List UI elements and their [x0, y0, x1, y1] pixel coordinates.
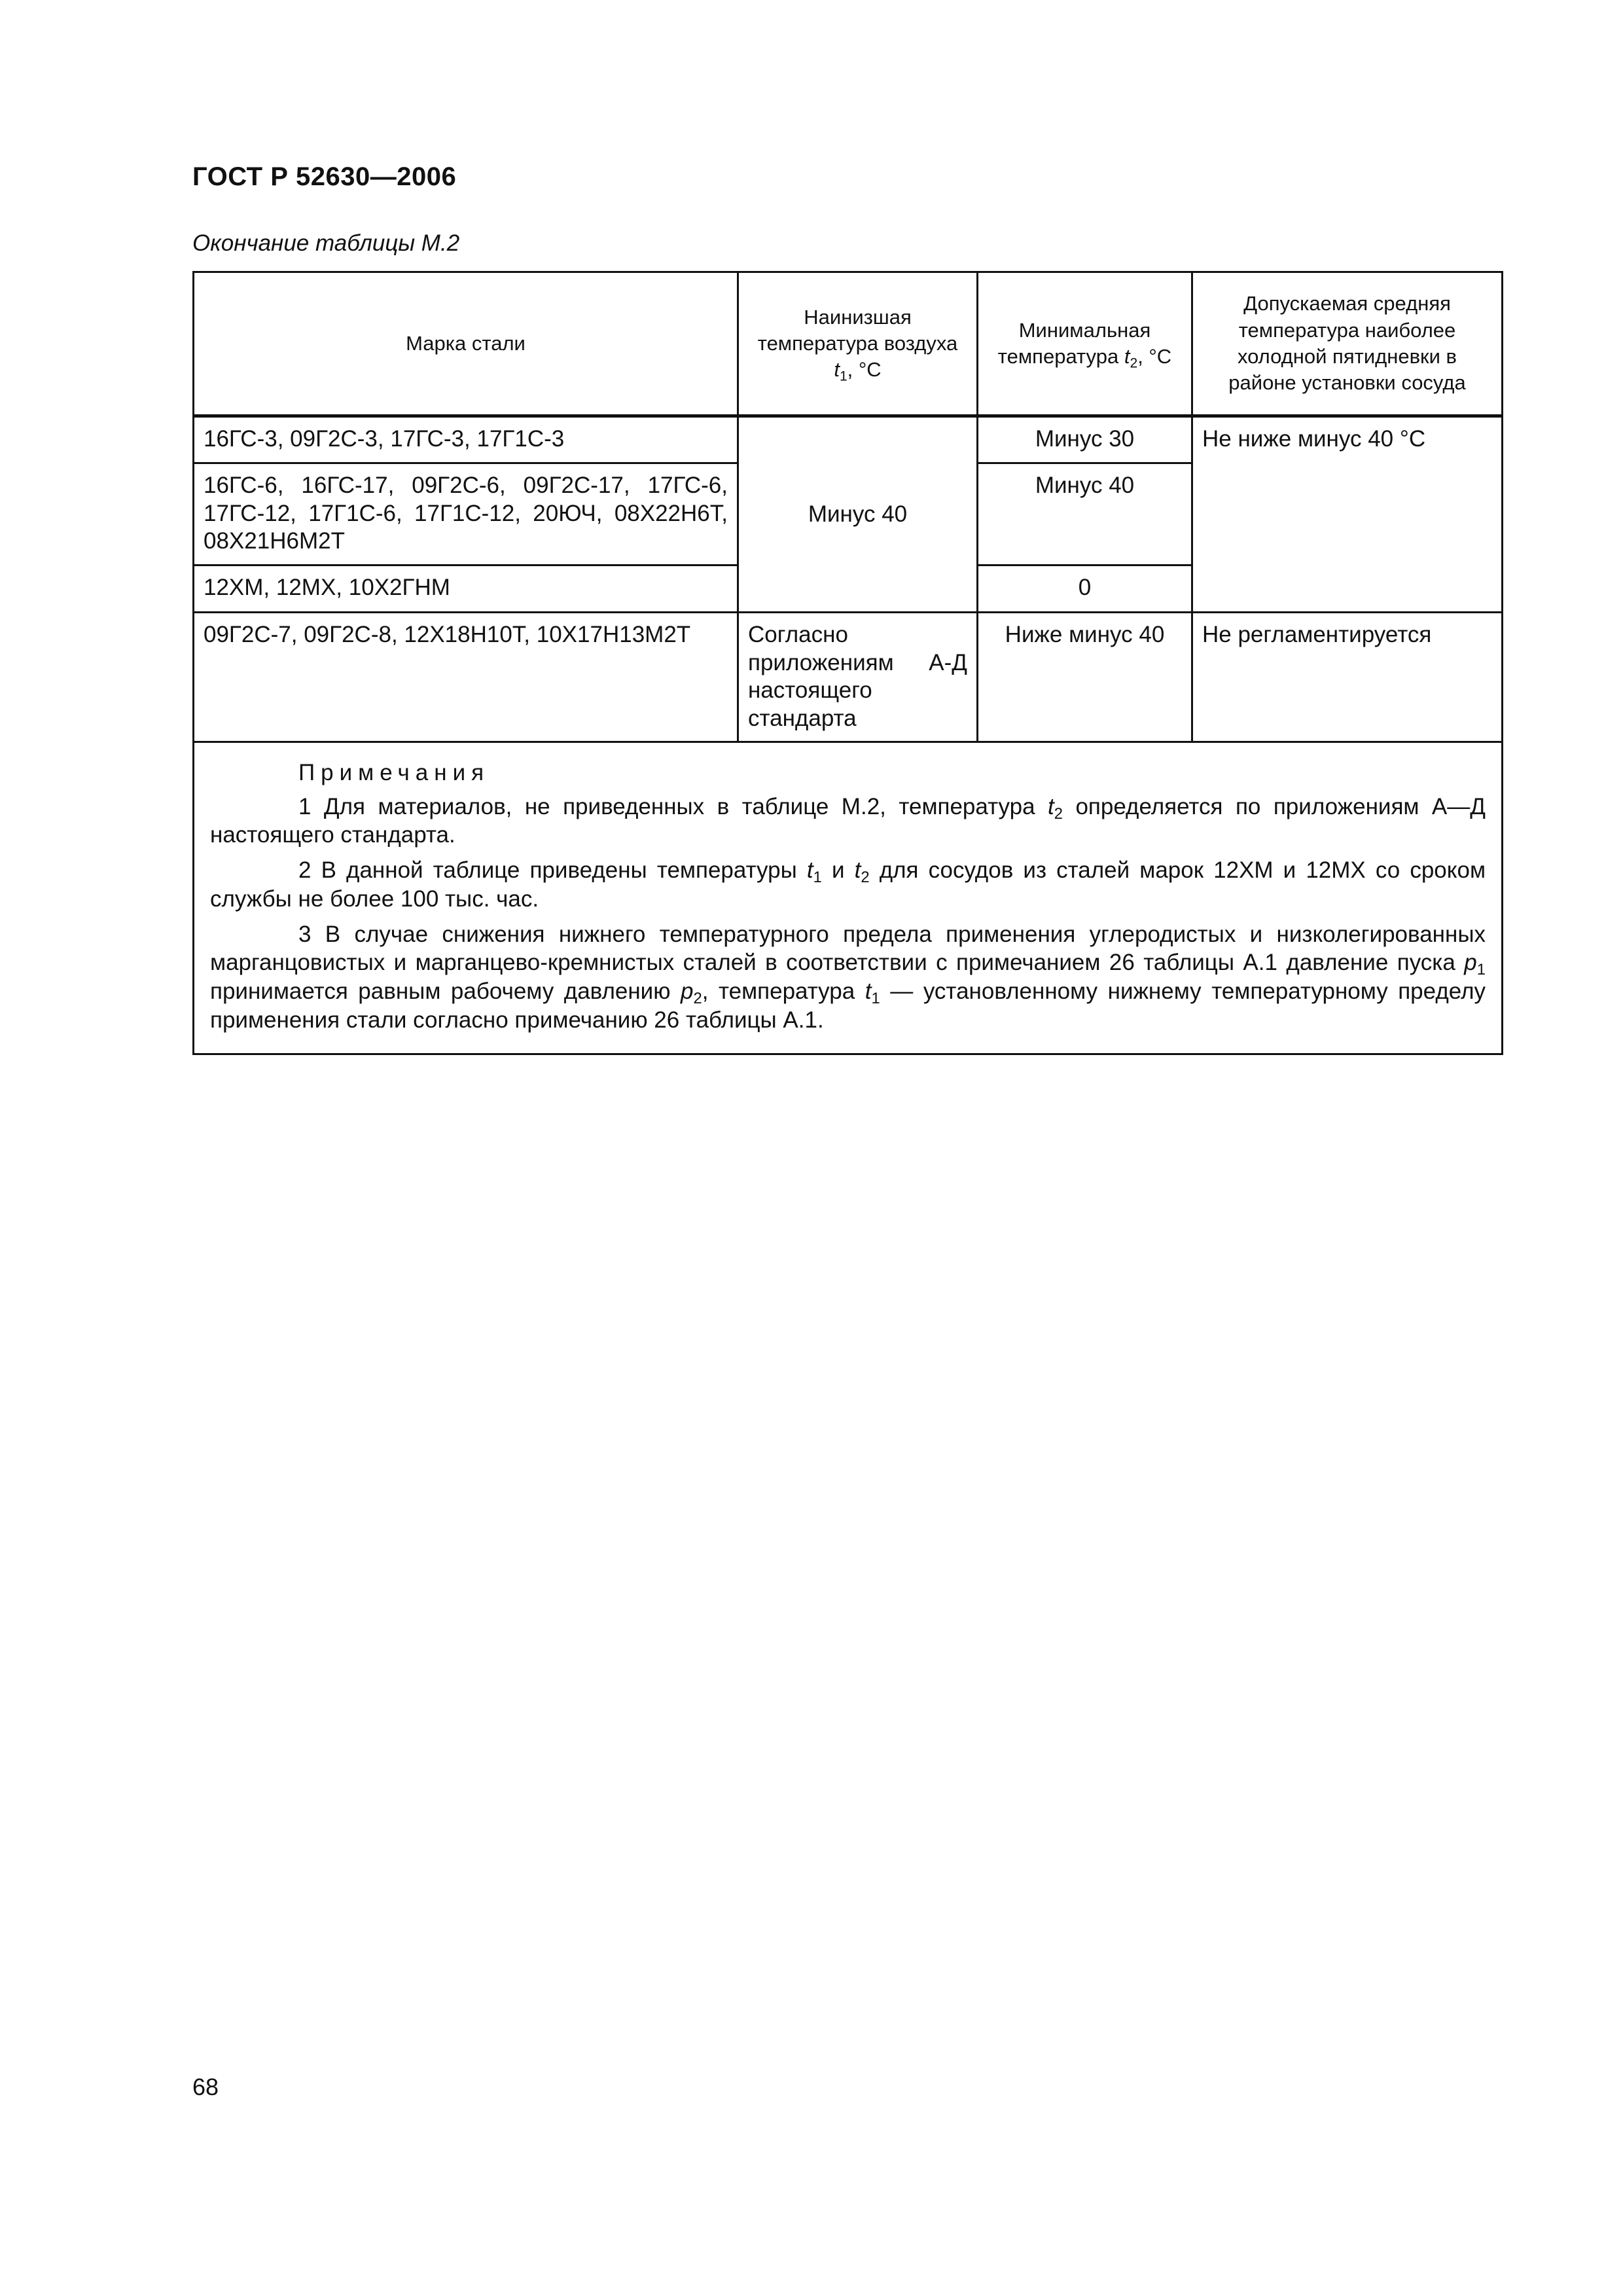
note-2-text-b: для сосудов из сталей марок 12ХМ и 12МХ со сроком службы не более 100 тыс. час.: [210, 857, 1486, 912]
note-3-text-mid-2: , температура: [702, 978, 865, 1004]
cell-min-temperature: Минус 30: [978, 416, 1192, 463]
cell-min-temperature: Минус 40: [978, 463, 1192, 565]
note-2-sub-1: 1: [813, 869, 822, 887]
note-2: [210, 856, 1486, 914]
header-air-temperature-text: Наинизшая температура воздуха: [757, 305, 958, 355]
steel-temperature-table: [192, 271, 1503, 1055]
cell-min-temperature: 0: [978, 565, 1192, 613]
note-3-var-2: p: [681, 978, 694, 1004]
document-code: ГОСТ Р 52630—2006: [192, 162, 457, 191]
note-3-var-3: t: [865, 978, 872, 1004]
cell-average-temperature: Не регламентируется: [1192, 613, 1503, 742]
note-1: [210, 793, 1486, 850]
note-3-text-mid-1: принимается равным рабочему давлению: [210, 978, 681, 1004]
note-3-sub-3: 1: [871, 990, 880, 1008]
header-air-temperature-var: t: [834, 358, 840, 382]
header-min-temperature: [978, 272, 1192, 416]
header-steel-grade: Марка стали: [194, 272, 738, 416]
note-2-text-mid: и: [821, 857, 855, 883]
note-2-text-a: 2 В данной таблице приведены температуры: [298, 857, 807, 883]
header-min-temperature-unit: , °С: [1137, 345, 1172, 368]
note-2-sub-2: 2: [861, 869, 870, 887]
note-1-text-b: определяется по приложениям А—Д настоящего стандарта.: [210, 793, 1486, 848]
note-1-var: t: [1048, 793, 1054, 819]
note-1-sub: 2: [1054, 804, 1063, 823]
header-min-temperature-sub: 2: [1130, 355, 1138, 371]
note-3-sub-2: 2: [693, 990, 702, 1008]
table-row: [194, 416, 1503, 463]
note-2-var-2: t: [854, 857, 861, 883]
cell-steel-grades: 16ГС-3, 09Г2С-3, 17ГС-3, 17Г1С-3: [194, 416, 738, 463]
cell-min-temperature: Ниже минус 40: [978, 613, 1192, 742]
cell-steel-grades: 12ХМ, 12МХ, 10Х2ГНМ: [194, 565, 738, 613]
notes-row: [194, 742, 1503, 1054]
note-3: [210, 920, 1486, 1035]
header-min-temperature-text: Минимальная температура: [997, 318, 1151, 368]
table-caption: Окончание таблицы М.2: [192, 230, 460, 256]
table-header-row: [194, 272, 1503, 416]
header-air-temperature: [738, 272, 978, 416]
note-3-text-b: — установленному нижнему температурному пределу применения стали согласно примечанию 26 таблицы А.1.: [210, 978, 1486, 1033]
notes-title: Примечания: [298, 759, 490, 785]
notes-block: [194, 742, 1503, 1054]
note-3-sub-1: 1: [1476, 961, 1486, 979]
cell-air-temperature-merged: Минус 40: [738, 416, 978, 613]
cell-average-temperature-merged: Не ниже минус 40 °С: [1192, 416, 1503, 613]
cell-air-temperature: Согласно приложениям А-Д настоящего стандарта: [738, 613, 978, 742]
cell-steel-grades: 09Г2С-7, 09Г2С-8, 12Х18Н10Т, 10Х17Н13М2Т: [194, 613, 738, 742]
header-air-temperature-unit: , °С: [847, 358, 882, 382]
header-air-temperature-sub: 1: [839, 368, 847, 384]
note-3-var-1: p: [1464, 950, 1477, 976]
note-1-text-a: 1 Для материалов, не приведенных в таблице М.2, температура: [298, 793, 1048, 819]
note-3-text-a: 3 В случае снижения нижнего температурного предела применения углеродистых и низколегированных марганцовистых и марганцево-кремнистых сталей в соответствии с примечанием 26 таблицы А.1 давление пуска: [210, 921, 1486, 976]
header-average-temperature: Допускаемая средняя температура наиболее холодной пятидневки в районе установки сосуда: [1192, 272, 1503, 416]
table-row: [194, 613, 1503, 742]
header-min-temperature-var: t: [1124, 345, 1130, 368]
cell-steel-grades: 16ГС-6, 16ГС-17, 09Г2С-6, 09Г2С-17, 17ГС-6, 17ГС-12, 17Г1С-6, 17Г1С-12, 20ЮЧ, 08Х22Н6Т, 08Х21Н6М2Т: [194, 463, 738, 565]
note-2-var-1: t: [806, 857, 813, 883]
page-number: 68: [192, 2073, 219, 2100]
